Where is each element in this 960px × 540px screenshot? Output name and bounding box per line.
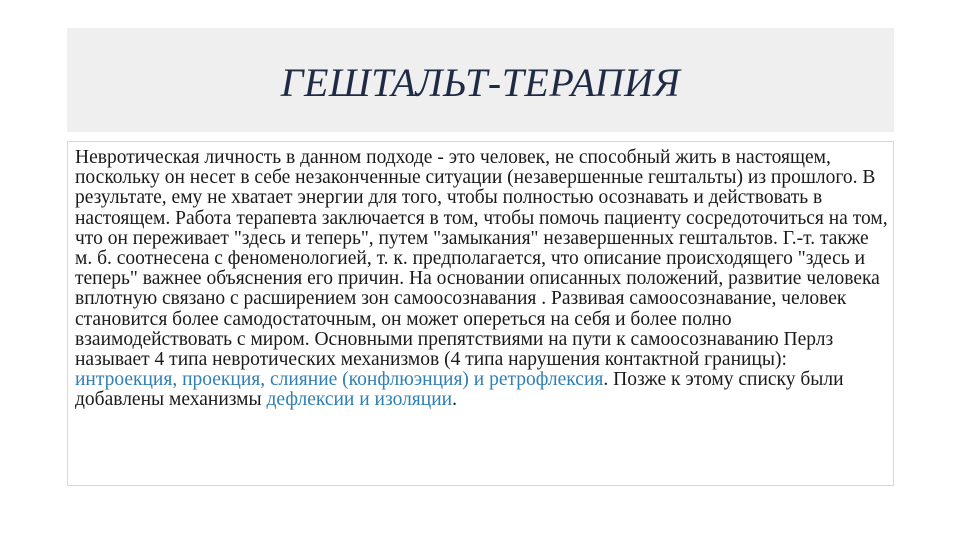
slide-title: ГЕШТАЛЬТ-ТЕРАПИЯ [280, 60, 681, 105]
body-text-end: . [452, 389, 457, 411]
additional-mechanisms-link-text: дефлексии и изоляции [266, 389, 453, 411]
title-box [67, 28, 894, 132]
mechanisms-link-text: интроекция, проекция, слияние (конфлюэнция) и ретрофлексия [75, 369, 604, 391]
content-box [67, 141, 894, 486]
body-paragraph [75, 148, 890, 411]
body-text-after-mechanisms: . Позже к этому списку были добавлены механизмы [75, 369, 844, 411]
body-text-main: Невротическая личность в данном подходе - это человек, не способный жить в настоящем, поскольку он несет в себе незаконченные ситуации (незавершенные гештальты) из прошлого. В результате, ему не хватает энергии для того, чтобы полностью осознавать и действовать в настоящем. Работа терапевта заключается в том, чтобы помочь пациенту сосредоточиться на том, что он переживает "здесь и теперь", путем "замыкания" незавершенных гештальтов. Г.-т. также м. б. соотнесена с феноменологией, т. к. предполагается, что описание происходящего "здесь и теперь" важнее объяснения его причин. На основании описанных положений, развитие человека вплотную связано с расширением зон самоосознавания . Развивая самоосознавание, человек становится более самодостаточным, он может опереться на себя и более полно взаимодействовать с миром. Основными препятствиями на пути к самоосознаванию Перлз называет 4 типа невротических механизмов (4 типа нарушения контактной границы): [75, 147, 888, 371]
